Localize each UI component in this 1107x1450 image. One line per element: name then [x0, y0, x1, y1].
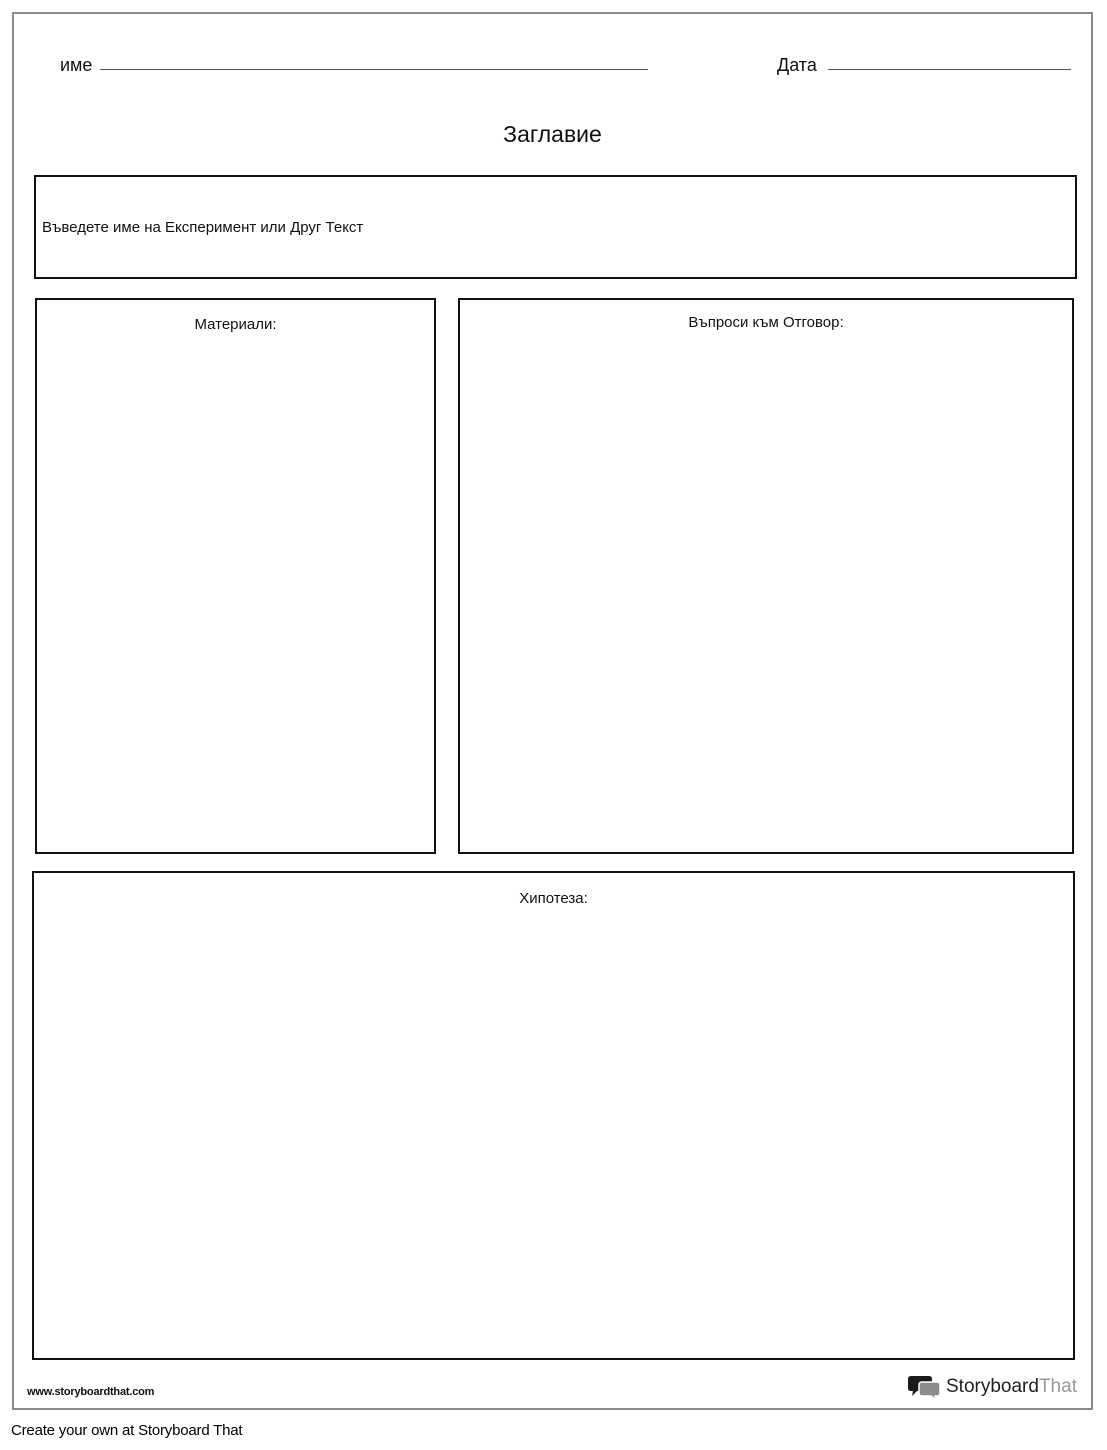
- questions-heading: Въпроси към Отговор:: [688, 314, 844, 331]
- date-label: Дата: [777, 55, 817, 75]
- experiment-name-text: Въведете име на Експеримент или Друг Текст: [42, 219, 364, 236]
- create-your-own-link[interactable]: Create your own at Storyboard That: [11, 1422, 243, 1439]
- date-line[interactable]: [828, 69, 1071, 70]
- logo-word-that: That: [1038, 1376, 1077, 1397]
- materials-heading: Материали:: [194, 316, 277, 333]
- storyboardthat-logo[interactable]: [908, 1373, 1077, 1401]
- experiment-name-box[interactable]: [34, 175, 1077, 279]
- speech-bubbles-icon: [908, 1374, 942, 1400]
- footer-url[interactable]: www.storyboardthat.com: [27, 1386, 155, 1398]
- materials-box[interactable]: [35, 298, 436, 854]
- name-line[interactable]: [100, 69, 648, 70]
- worksheet-page: [12, 12, 1093, 1410]
- name-label: име: [60, 55, 93, 75]
- hypothesis-heading: Хипотеза:: [519, 890, 588, 907]
- hypothesis-box[interactable]: [32, 871, 1075, 1360]
- logo-wordmark: [946, 1373, 1077, 1401]
- page-title: Заглавие: [503, 121, 602, 147]
- questions-box[interactable]: [458, 298, 1074, 854]
- logo-word-storyboard: Storyboard: [946, 1376, 1039, 1397]
